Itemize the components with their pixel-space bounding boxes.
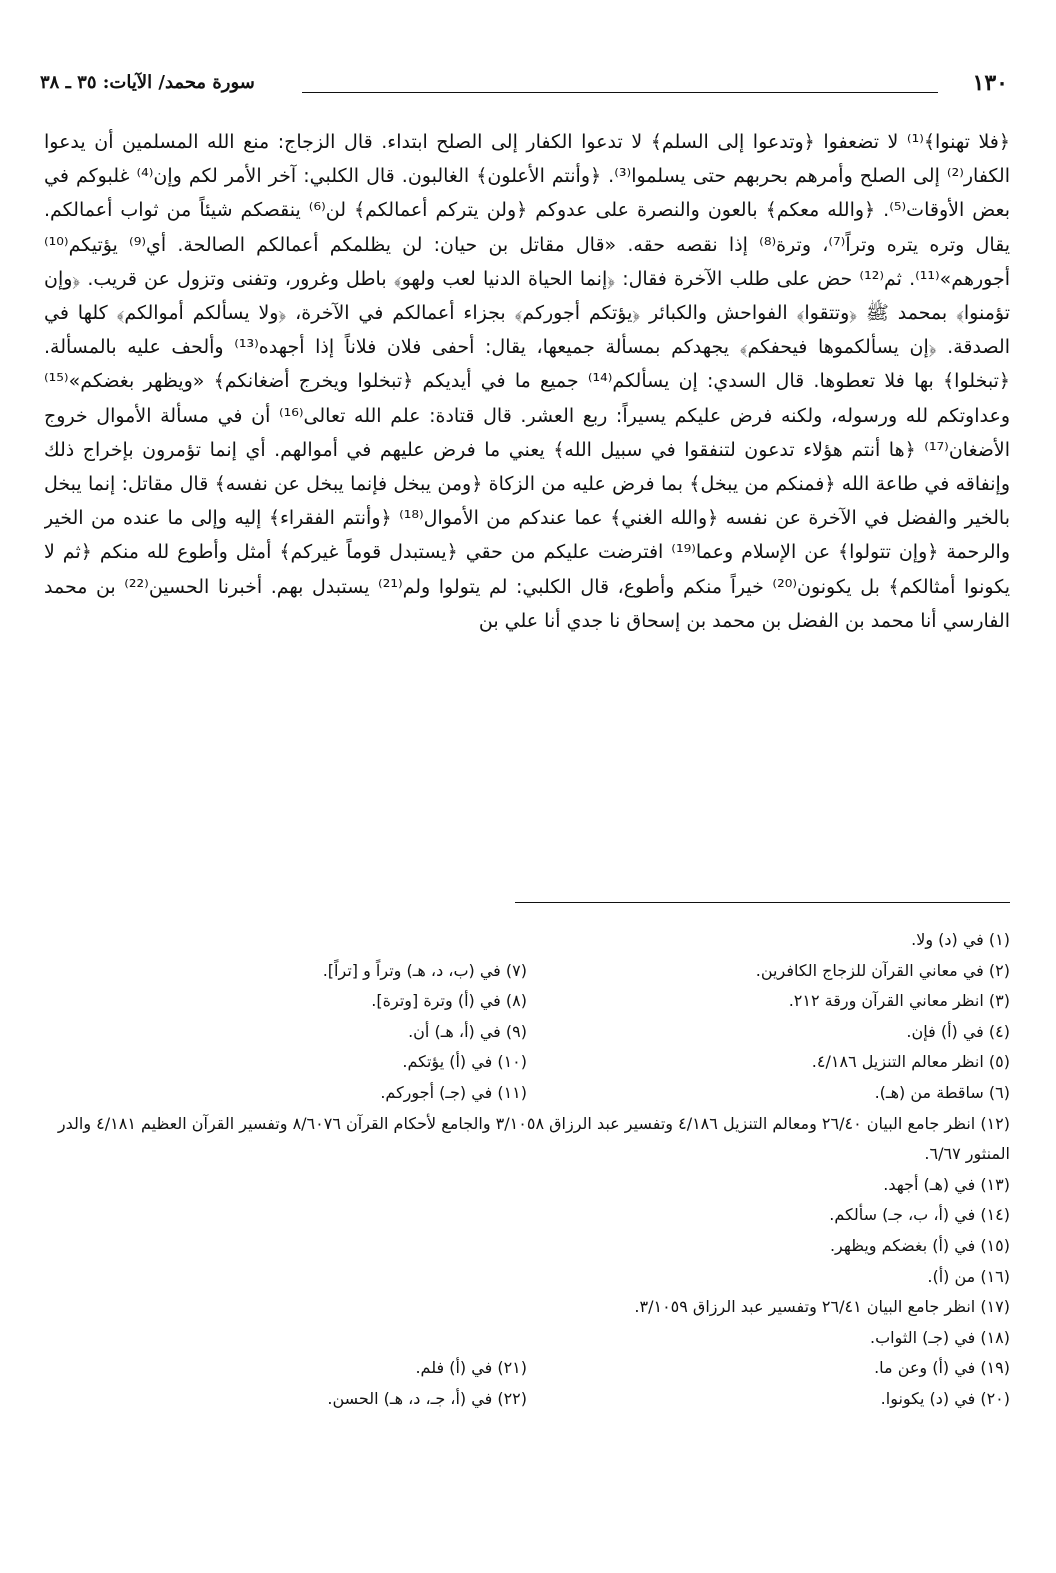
- footnote: (١٤) في (أ، ب، جـ) سألكم.: [829, 1205, 1010, 1225]
- footnotes-paired-block-end: [44, 1323, 1010, 1415]
- footnote: (٨) في (أ) وترة [وترة].: [371, 991, 527, 1011]
- footnote: (١) في (د) ولا.: [911, 930, 1010, 949]
- footnote: (١٠) في (أ) يؤتكم.: [402, 1052, 527, 1072]
- footnote: (١٣) في (هـ) أجهد.: [883, 1174, 1010, 1194]
- footnote: (٢٠) في (د) يكونوا.: [880, 1388, 1010, 1408]
- footnote: (٤) في (أ) فإن.: [906, 1021, 1010, 1041]
- footnote-separator: [515, 902, 1010, 903]
- footnotes: [44, 925, 1010, 1525]
- footnote: [44, 1323, 527, 1354]
- footnote: [44, 925, 527, 956]
- footnote: (٥) انظر معالم التنزيل ٤/١٨٦.: [811, 1052, 1010, 1072]
- footnote: (١٢) انظر جامع البيان ٢٦/٤٠ ومعالم التنزيل ٤/١٨٦ وتفسير عبد الرزاق ٣/١٠٥٨ والجامع لأحكام القرآن ٨/٦٠٧٦ وتفسير القرآن العظيم ٤/١٨١ والدر المنثور ٦/٦٧.: [57, 1113, 1010, 1164]
- footnote: (١٩) في (أ) وعن ما.: [874, 1358, 1010, 1378]
- footnote: (١٧) انظر جامع البيان ٢٦/٤١ وتفسير عبد الرزاق ٣/١٠٥٩.: [634, 1297, 1010, 1317]
- footnote: (٢٢) في (أ، جـ، د، هـ) الحسن.: [327, 1388, 527, 1408]
- page-number: ١٣٠: [972, 70, 1008, 96]
- footnote: (١١) في (جـ) أجوركم.: [380, 1082, 527, 1102]
- header-rule: [302, 92, 938, 93]
- footnote: (٢١) في (أ) فلم.: [415, 1358, 527, 1378]
- footnote: (١٥) في (أ) بغضكم ويظهر.: [829, 1235, 1010, 1255]
- footnote: (١٦) من (أ).: [927, 1266, 1010, 1286]
- running-head: سورة محمد/ الآيات: ٣٥ ـ ٣٨: [40, 72, 255, 93]
- footnotes-paired-block: [44, 925, 1010, 1109]
- footnote: (٢) في معاني القرآن للزجاج الكافرين.: [755, 960, 1010, 980]
- main-paragraph: ﴿فلا تهنوا﴾⁽¹⁾ لا تضعفوا ﴿وتدعوا إلى السلم﴾ لا تدعوا الكفار إلى الصلح ابتداء. قال الزجاج: منع الله المسلمين أن يدعوا الكفار⁽²⁾ إلى الصلح وأمرهم بحربهم حتى يسلموا⁽³⁾. ﴿وأنتم الأعلون﴾ الغالبون. قال الكلبي: آخر الأمر لكم وإن⁽⁴⁾ غلبوكم في بعض الأوقات⁽⁵⁾. ﴿والله معكم﴾ بالعون والنصرة على عدوكم ﴿ولن يتركم أعمالكم﴾ لن⁽⁶⁾ ينقصكم شيئاً من ثواب أعمالكم. يقال وتره يتره وتراً⁽⁷⁾، وترة⁽⁸⁾ إذا نقصه حقه. «قال مقاتل بن حيان: لن يظلمكم أعمالكم الصالحة. أي⁽⁹⁾ يؤتيكم⁽¹⁰⁾ أجورهم»⁽¹¹⁾. ثم⁽¹²⁾ حض على طلب الآخرة فقال: ﴿إنما الحياة الدنيا لعب ولهو﴾ باطل وغرور، وتفنى وتزول عن قريب. ﴿وإن تؤمنوا﴾ بمحمد ﷺ ﴿وتتقوا﴾ الفواحش والكبائر ﴿يؤتكم أجوركم﴾ بجزاء أعمالكم في الآخرة، ﴿ولا يسألكم أموالكم﴾ كلها في الصدقة. ﴿إن يسألكموها فيحفكم﴾ يجهدكم بمسألة جميعها، يقال: أحفى فلان فلاناً إذا أجهده⁽¹³⁾ وألحف عليه بالمسألة. ﴿تبخلوا﴾ بها فلا تعطوها. قال السدي: إن يسألكم⁽¹⁴⁾ جميع ما في أيديكم ﴿تبخلوا ويخرج أضغانكم﴾ «ويظهر بغضكم»⁽¹⁵⁾ وعداوتكم لله ورسوله، ولكنه فرض عليكم يسيراً: ربع العشر. قال قتادة: علم الله تعالى⁽¹⁶⁾ أن في مسألة الأموال خروج الأضغان⁽¹⁷⁾ ﴿ها أنتم هؤلاء تدعون لتنفقوا في سبيل الله﴾ يعني ما فرض عليهم في أموالهم. أي إنما تؤمرون بإخراج ذلك وإنفاقه في طاعة الله ﴿فمنكم من يبخل﴾ بما فرض عليه من الزكاة ﴿ومن يبخل فإنما يبخل عن نفسه﴾ قال مقاتل: إنما يبخل بالخير والفضل في الآخرة عن نفسه ﴿والله الغني﴾ عما عندكم من الأموال⁽¹⁸⁾ ﴿وأنتم الفقراء﴾ إليه وإلى ما عنده من الخير والرحمة ﴿وإن تتولوا﴾ عن الإسلام وعما⁽¹⁹⁾ افترضت عليكم من حقي ﴿يستبدل قوماً غيركم﴾ أمثل وأطوع لله منكم ﴿ثم لا يكونوا أمثالكم﴾ بل يكونون⁽²⁰⁾ خيراً منكم وأطوع، قال الكلبي: لم يتولوا ولم⁽²¹⁾ يستبدل بهم. أخبرنا الحسين⁽²²⁾ بن محمد الفارسي أنا محمد بن الفضل بن محمد بن إسحاق نا جدي أنا علي بن: [44, 131, 1010, 632]
- footnote: (١٨) في (جـ) الثواب.: [870, 1327, 1010, 1347]
- footnote: (٦) ساقطة من (هـ).: [874, 1082, 1010, 1102]
- footnote: (٩) في (أ، هـ) أن.: [408, 1021, 527, 1041]
- footnote: (٣) انظر معاني القرآن ورقة ٢١٢.: [788, 991, 1010, 1011]
- main-text: [44, 125, 1010, 775]
- footnote: (٧) في (ب، د، هـ) وتراً و [تراً].: [322, 960, 527, 980]
- page-header: [40, 70, 1008, 104]
